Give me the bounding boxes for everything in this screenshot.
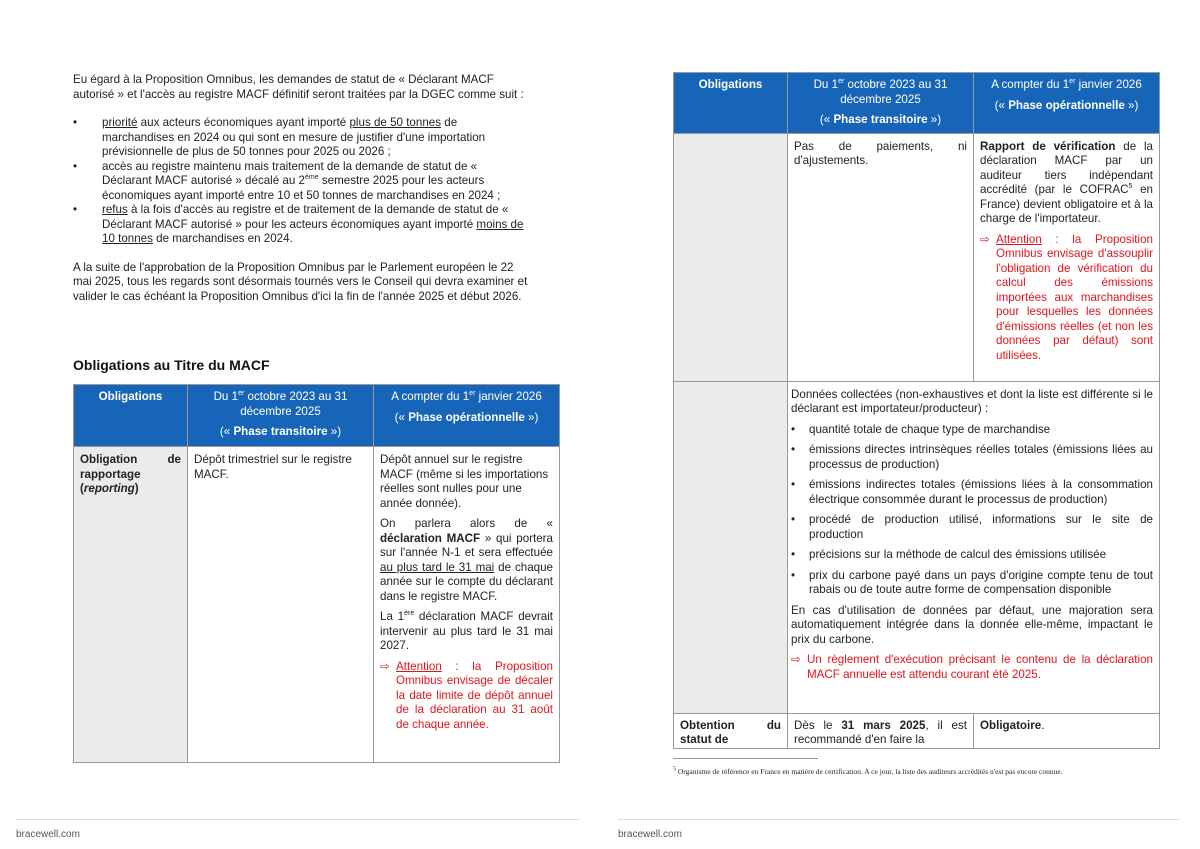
obligations-table: [73, 384, 560, 763]
data-list: [791, 423, 1153, 598]
list-item: • émissions directes intrinsèques réelles totales (émissions liées au processus de production): [791, 443, 1153, 472]
table-header-row: [74, 385, 560, 447]
cell-transitional: Pas de paiements, ni d'ajustements.: [788, 133, 974, 381]
list-item: • quantité totale de chaque type de marchandise: [791, 423, 1153, 438]
footnote: $^5$ Organisme de référence en France en matière de certification. A ce jour, la liste des auditeurs accrédités n'est pas encore connue.: [673, 766, 1063, 776]
arrow-right-icon: ⇨: [980, 232, 990, 246]
header-operational: A compter du 1er janvier 2026 (« Phase opérationnelle »): [974, 73, 1160, 134]
text: accès au registre maintenu mais traitement de la demande de statut de « Déclarant MACF autorisé » décalé au 2: [102, 159, 478, 187]
header-transitional: Du 1er octobre 2023 au 31 décembre 2025 (« Phase transitoire »): [788, 73, 974, 134]
header-operational: A compter du 1er janvier 2026 (« Phase opérationnelle »): [374, 385, 560, 447]
arrow-right-icon: ⇨: [791, 653, 801, 666]
row-label-empty: [674, 381, 788, 713]
cell-operational: Obligatoire.: [974, 713, 1160, 748]
footer-divider: [618, 819, 1180, 820]
text: En cas d'utilisation de données par défaut, une majoration sera automatiquement intégrée dans la donnée elle-même, impactant le prix du carbone.: [791, 603, 1153, 646]
attention-note: ⇨ Attention : la Proposition Omnibus envisage d'assouplir l'obligation de vérification du calcul des émissions importées aux marchandises pour lesquelles les données d'émissions réelles (et non les données par défaut) sont utilisées.: [980, 232, 1153, 362]
header-transitional: Du 1er octobre 2023 au 31 décembre 2025 (« Phase transitoire »): [188, 385, 374, 447]
header-obligations: Obligations: [674, 73, 788, 134]
list-item: [73, 203, 529, 247]
cell-data-collected: [788, 381, 1160, 713]
cell-transitional: Dépôt trimestriel sur le registre MACF.: [188, 447, 374, 763]
text: semestre 2025 pour les acteurs économiques ayant importé entre 10 et 50 tonnes de marchandises en 2024 ;: [102, 174, 501, 202]
underlined-text: moins de 10 tonnes: [102, 217, 524, 245]
underlined-text: plus de 50 tonnes: [349, 116, 442, 129]
footer-divider: [16, 819, 580, 820]
list-item: • émissions indirectes totales (émissions liées à la consommation électrique consommée durant le processus de production): [791, 478, 1153, 507]
intro-paragraph: Eu égard à la Proposition Omnibus, les demandes de statut de « Déclarant MACF autorisé » et l'accès au registre MACF définitif seront traitées par la DGEC comme suit :: [73, 73, 524, 101]
list-item: • précisions sur la méthode de calcul des émissions utilisée: [791, 548, 1153, 563]
underlined-text: refus: [102, 203, 128, 216]
section-title: Obligations au Titre du MACF: [73, 357, 270, 373]
table-row: [674, 381, 1160, 713]
text: à la fois d'accès au registre et de traitement de la demande de statut de « Déclarant MACF autorisé » pour les acteurs économiques ayant importé: [102, 203, 509, 231]
cell-operational: [374, 447, 560, 763]
attention-note: ⇨ Attention : la Proposition Omnibus envisage de décaler la date limite de dépôt annuel de la déclaration au 31 août de chaque année.: [380, 659, 553, 731]
text: de marchandises en 2024 ou qui sont en mesure de justifier d'une importation prévisionnelle de plus de 50 tonnes pour 2025 ou 2026 ;: [102, 116, 486, 158]
text: Dépôt annuel sur le registre MACF (même si les importations réelles sont nulles pour une année donnée).: [380, 453, 549, 510]
text: aux acteurs économiques ayant importé: [137, 116, 350, 129]
text: La 1ère déclaration MACF devrait intervenir au plus tard le 31 mai 2027.: [380, 610, 553, 652]
list-item: • prix du carbone payé dans un pays d'origine compte tenu de tout rabais ou de toute autre forme de compensation disponible: [791, 569, 1153, 598]
table-row: [674, 713, 1160, 748]
underlined-text: priorité: [102, 116, 138, 129]
text: de marchandises en 2024.: [152, 232, 293, 245]
list-item: [73, 160, 529, 204]
footnote-divider: [673, 758, 818, 759]
list-item: • procédé de production utilisé, informations sur le site de production: [791, 513, 1153, 542]
row-label-reporting: Obligation de rapportage (reporting): [74, 447, 188, 763]
text: Rapport de vérification de la déclaration MACF par un auditeur tiers indépendant accrédité (par le COFRAC$^5$ en France) devient obligatoire et à la charge de l'importateur.: [980, 139, 1153, 225]
row-label-status: Obtention du statut de: [674, 713, 788, 748]
arrow-right-icon: ⇨: [380, 659, 390, 673]
obligations-table-continued: [673, 72, 1160, 749]
intro-text: [73, 73, 529, 304]
header-obligations: Obligations: [74, 385, 188, 447]
table-header-row: [674, 73, 1160, 134]
table-row: [674, 133, 1160, 381]
attention-note: ⇨ Un règlement d'exécution précisant le contenu de la déclaration MACF annuelle est attendu courant été 2025.: [791, 653, 1153, 681]
cell-transitional: Dès le 31 mars 2025, il est recommandé d'en faire la: [788, 713, 974, 748]
followup-paragraph: A la suite de l'approbation de la Proposition Omnibus par le Parlement européen le 22 mai 2025, tous les regards sont désormais tournés vers le Conseil qui devra examiner et valider le cas échéant la Proposition Omnibus d'ici la fin de l'année 2025 et début 2026.: [73, 260, 528, 303]
bullet-list: [73, 116, 529, 247]
text: On parlera alors de « déclaration MACF » qui portera sur l'année N-1 et sera effectuée au plus tard le 31 mai de chaque année sur le compte du déclarant dans le registre MACF.: [380, 517, 554, 603]
superscript: ème: [305, 174, 319, 182]
table-row: [74, 447, 560, 763]
footer-site: bracewell.com: [16, 829, 80, 840]
list-item: [73, 116, 529, 160]
cell-operational: [974, 133, 1160, 381]
text: Données collectées (non-exhaustives et dont la liste est différente si le déclarant est importateur/producteur) :: [791, 387, 1153, 415]
row-label-empty: [674, 133, 788, 381]
footer-site: bracewell.com: [618, 829, 682, 840]
